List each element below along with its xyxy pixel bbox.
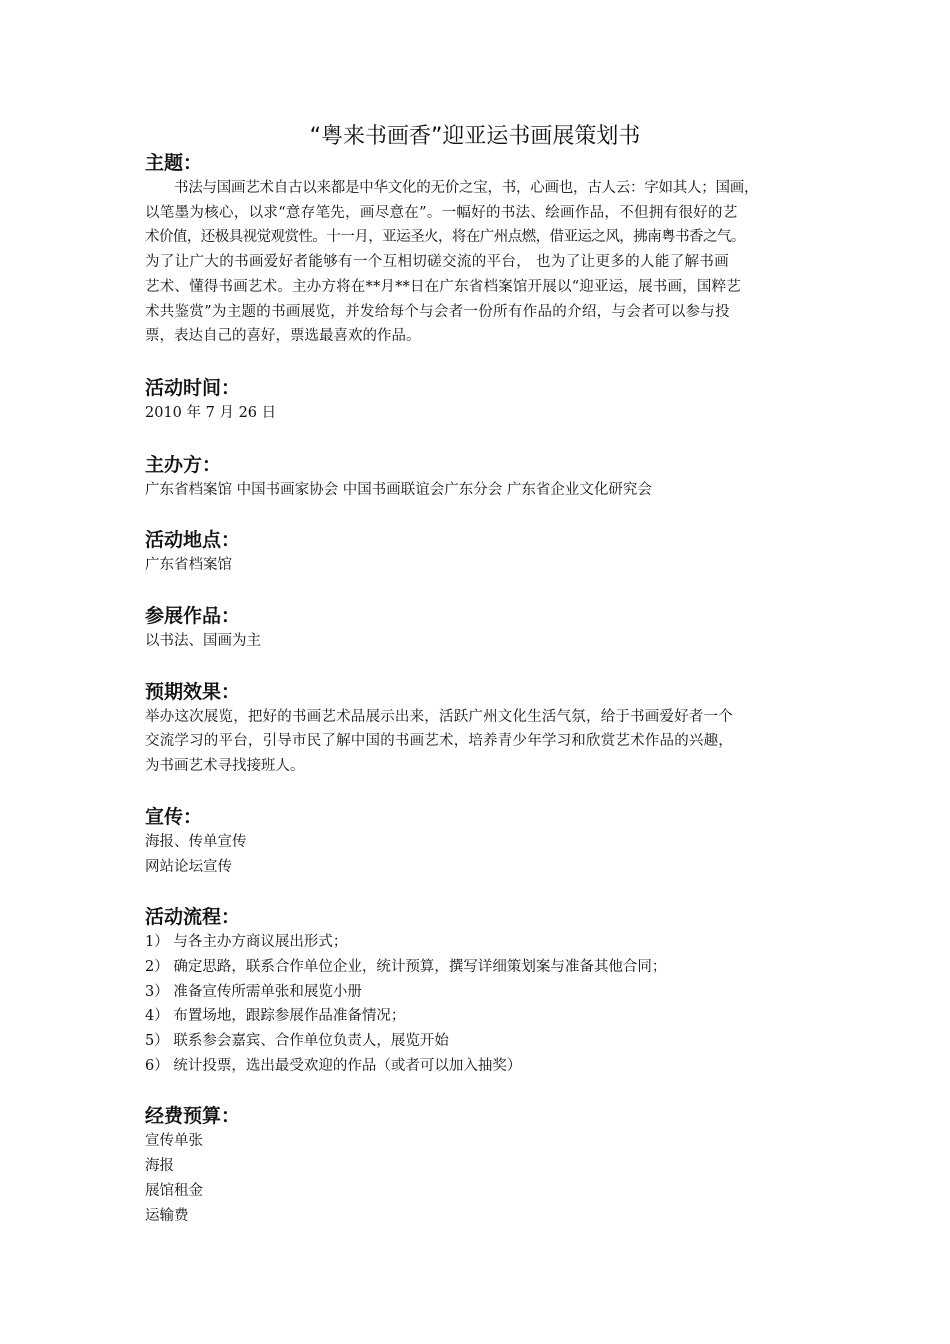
process-steps <box>145 930 815 1078</box>
theme-line: 书法与国画艺术自古以来都是中华文化的无价之宝，书，心画也，古人云：字如其人；国画， <box>174 180 759 196</box>
publicity-item: 网站论坛宣传 <box>145 858 232 875</box>
budget-heading: 经费预算： <box>145 1105 241 1128</box>
process-step: 3） 准备宣传所需单张和展览小册 <box>145 983 362 1000</box>
process-step: 1） 与各主办方商议展出形式； <box>145 934 348 951</box>
organizers-heading: 主办方： <box>145 453 222 476</box>
process-heading: 活动流程： <box>145 906 241 929</box>
process-step: 5） 联系参会嘉宾、合作单位负责人，展览开始 <box>145 1033 449 1050</box>
publicity-item: 海报、传单宣传 <box>145 833 247 850</box>
effect-heading: 预期效果： <box>145 680 241 703</box>
theme-heading: 主题： <box>145 152 203 174</box>
process-step: 4） 布置场地，跟踪参展作品准备情况； <box>145 1008 406 1025</box>
process-step: 2） 确定思路，联系合作单位企业，统计预算，撰写详细策划案与准备其他合同； <box>145 958 667 975</box>
process-step: 6） 统计投票，选出最受欢迎的作品（或者可以加入抽奖） <box>145 1057 522 1074</box>
document-title: “粤来书画香”迎亚运书画展策划书 <box>309 124 641 149</box>
theme-line: 票，表达自己的喜好，票选最喜欢的作品。 <box>145 328 421 345</box>
theme-line: 术价值，还极具视觉观赏性。十一月，亚运圣火，将在广州点燃，借亚运之风，拂南粤书香之气。 <box>145 229 745 246</box>
effect-line: 交流学习的平台，引导市民了解中国的书画艺术，培养青少年学习和欣赏艺术作品的兴趣， <box>145 733 733 750</box>
publicity-heading: 宣传： <box>145 805 203 828</box>
theme-line: 术共鉴赏”为主题的书画展览，并发给每个与会者一份所有作品的介绍，与会者可以参与投 <box>145 303 730 320</box>
venue-value: 广东省档案馆 <box>145 557 232 574</box>
budget-item: 宣传单张 <box>145 1133 203 1150</box>
effect-line: 为书画艺术寻找接班人。 <box>145 758 305 775</box>
time-heading: 活动时间： <box>145 376 241 399</box>
works-value: 以书法、国画为主 <box>145 633 261 650</box>
works-heading: 参展作品： <box>145 605 241 628</box>
time-value: 2010 年 7 月 26 日 <box>145 404 277 421</box>
theme-line: 艺术、懂得书画艺术。主办方将在**月**日在广东省档案馆开展以“迎亚运，展书画，国粹艺 <box>145 278 742 295</box>
budget-item: 展馆租金 <box>145 1182 203 1199</box>
organizers-value: 广东省档案馆 中国书画家协会 中国书画联谊会广东分会 广东省企业文化研究会 <box>145 481 652 498</box>
budget-item: 海报 <box>145 1158 174 1175</box>
effect-paragraph <box>145 705 815 779</box>
document-body <box>145 150 815 1228</box>
budget-item: 运输费 <box>145 1207 189 1224</box>
venue-heading: 活动地点： <box>145 529 241 552</box>
theme-line: 以笔墨为核心，以求“意存笔先，画尽意在”。一幅好的书法、绘画作品，不但拥有很好的艺 <box>145 204 738 221</box>
theme-line: 为了让广大的书画爱好者能够有一个互相切磋交流的平台， 也为了让更多的人能了解书画 <box>145 254 730 271</box>
effect-line: 举办这次展览，把好的书画艺术品展示出来，活跃广州文化生活气氛，给于书画爱好者一个 <box>145 708 733 725</box>
theme-paragraph <box>145 176 815 349</box>
